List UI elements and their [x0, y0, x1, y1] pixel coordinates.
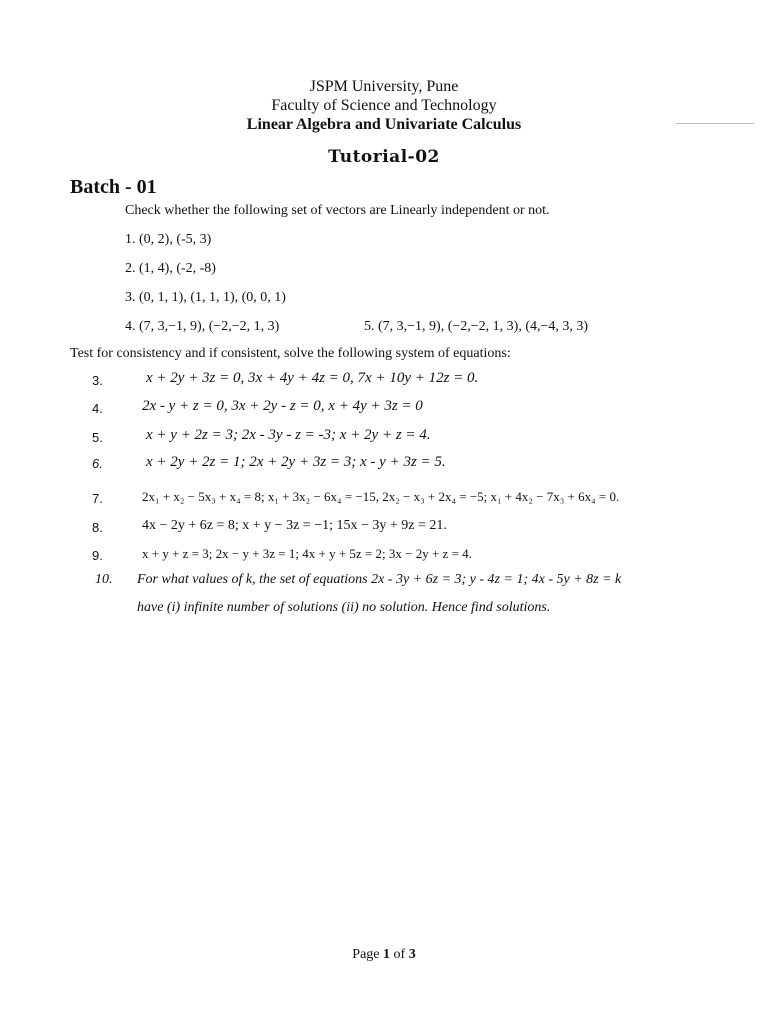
current-page: 1	[383, 947, 391, 962]
equation-system: 2x₁ + x₂ − 5x₃ + x₄ = 8; x₁ + 3x₂ − 6x₄ = −15, 2x₂ − x₃ + 2x₄ = −5; x₁ + 4x₂ − 7x₃ + 6x₄ = 0.	[142, 489, 620, 504]
problem-number: 8.	[92, 520, 103, 535]
batch-heading: Batch - 01	[70, 176, 157, 198]
total-pages: 3	[408, 947, 416, 962]
section2-instruction: Test for consistency and if consistent, solve the following system of equations:	[70, 346, 511, 361]
vector-set-5: 5. (7, 3,−1, 9), (−2,−2, 1, 3), (4,−4, 3, 3)	[364, 319, 589, 334]
vector-set-1: 1. (0, 2), (-5, 3)	[125, 232, 212, 247]
problem-number: 7.	[92, 491, 103, 506]
equation-system: x + y + 2z = 3; 2x - 3y - z = -3; x + 2y + z = 4.	[146, 427, 431, 443]
section1-instruction: Check whether the following set of vectors are Linearly independent or not.	[125, 203, 550, 218]
problem-number: 5.	[92, 430, 103, 445]
equation-system: x + 2y + 3z = 0, 3x + 4y + 4z = 0, 7x + 10y + 12z = 0.	[146, 370, 479, 386]
problem10-continuation: have (i) infinite number of solutions (ii) no solution. Hence find solutions.	[137, 600, 551, 615]
equation-system: For what values of k, the set of equations 2x - 3y + 6z = 3; y - 4z = 1; 4x - 5y + 8z = k	[137, 572, 622, 587]
problem-number: 3.	[92, 373, 103, 388]
problem-number: 6.	[92, 456, 103, 471]
page-label: Page	[352, 947, 384, 962]
problem-number: 4.	[92, 401, 103, 416]
vector-set-2: 2. (1, 4), (-2, -8)	[125, 261, 216, 276]
course-title: Linear Algebra and Univariate Calculus	[246, 116, 522, 133]
problem-number: 10.	[95, 572, 113, 587]
vector-set-4: 4. (7, 3,−1, 9), (−2,−2, 1, 3)	[125, 319, 280, 334]
equation-system: x + y + z = 3; 2x − y + 3z = 1; 4x + y + 5z = 2; 3x − 2y + z = 4.	[142, 546, 472, 561]
equation-system: 2x - y + z = 0, 3x + 2y - z = 0, x + 4y + 3z = 0	[142, 398, 423, 414]
problem-number: 9.	[92, 548, 103, 563]
equation-system: 4x − 2y + 6z = 8; x + y − 3z = −1; 15x − 3y + 9z = 21.	[142, 518, 447, 533]
university-name: JSPM University, Pune	[309, 78, 459, 95]
faculty-name: Faculty of Science and Technology	[271, 97, 497, 114]
page-of: of	[390, 947, 409, 962]
page-footer	[0, 947, 768, 963]
equation-system: x + 2y + 2z = 1; 2x + 2y + 3z = 3; x - y + 3z = 5.	[146, 454, 446, 470]
vector-set-3: 3. (0, 1, 1), (1, 1, 1), (0, 0, 1)	[125, 290, 286, 305]
header-divider	[676, 123, 754, 124]
tutorial-title: Tutorial-02	[328, 147, 440, 167]
